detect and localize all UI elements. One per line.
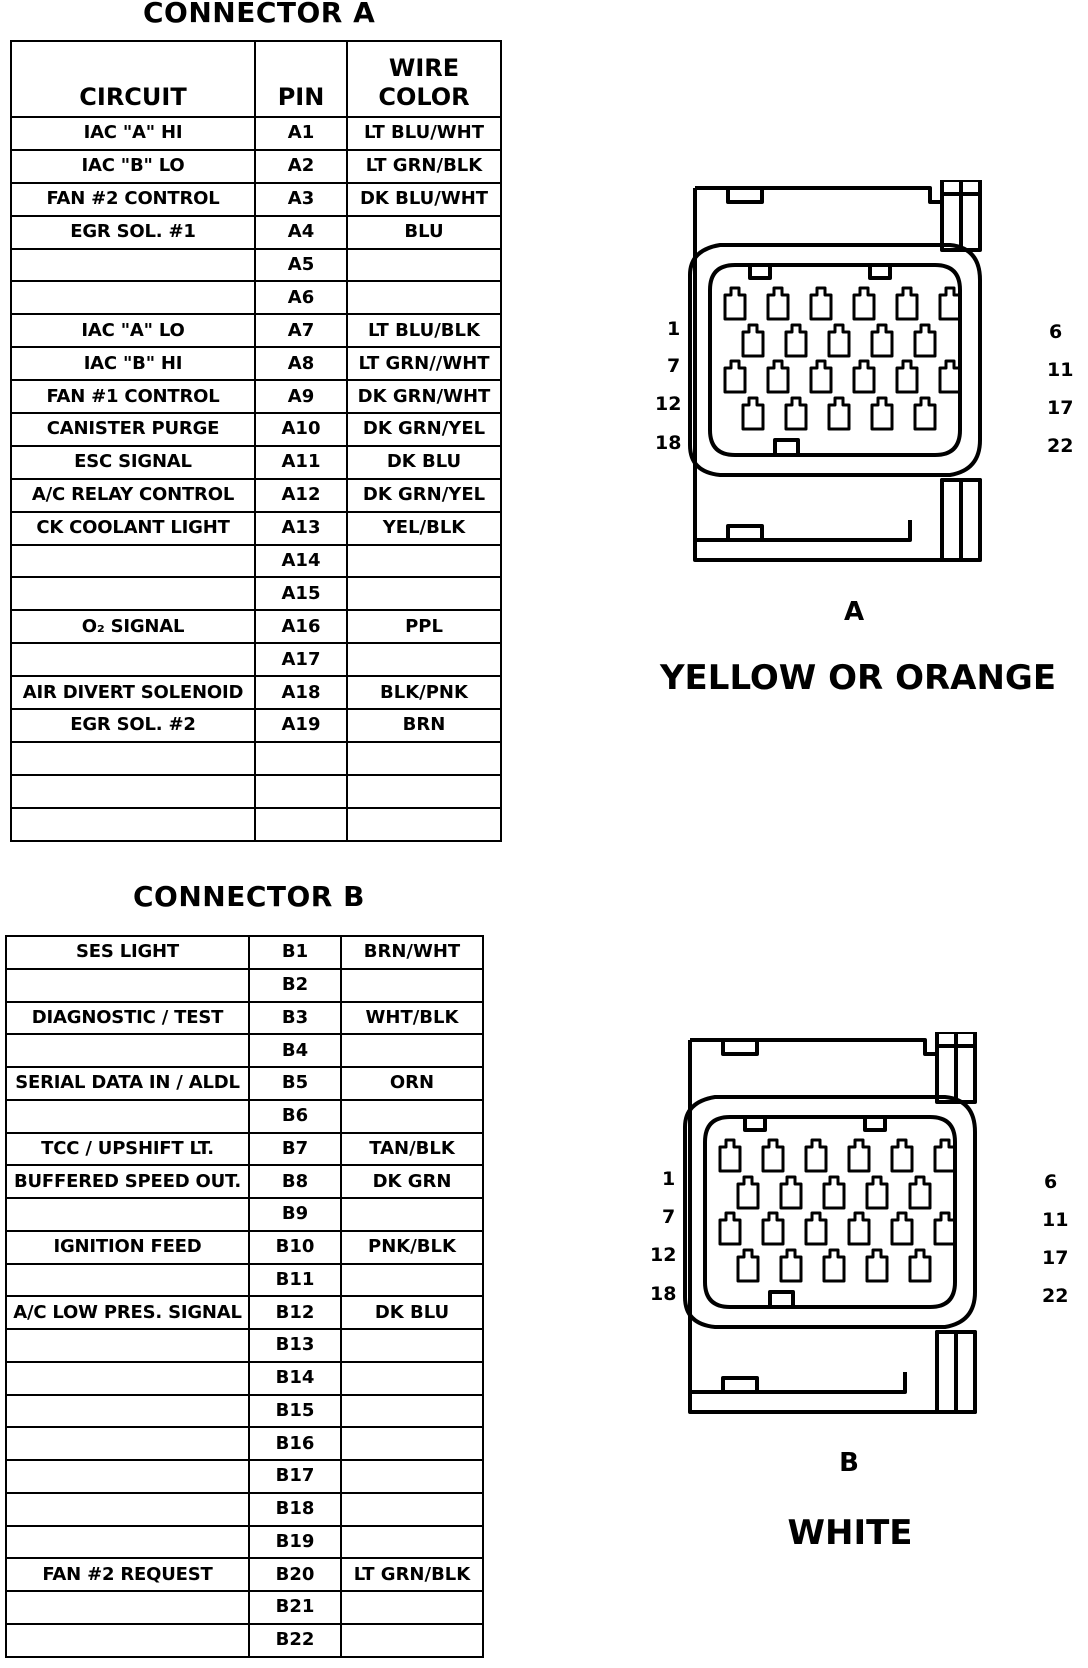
connector-a-terminal bbox=[786, 325, 806, 356]
table-row bbox=[6, 1526, 483, 1559]
connector-b-terminal bbox=[738, 1177, 758, 1208]
wire-color-cell: TAN/BLK bbox=[341, 1133, 483, 1166]
table-row bbox=[6, 1034, 483, 1067]
circuit-cell bbox=[6, 1329, 249, 1362]
wire-header-line1: WIRE bbox=[388, 54, 460, 83]
wire-color-cell bbox=[341, 1624, 483, 1657]
table-row bbox=[6, 1264, 483, 1297]
circuit-cell: ESC SIGNAL bbox=[11, 446, 255, 479]
connector-b-terminal bbox=[849, 1140, 869, 1171]
pin-cell: A14 bbox=[255, 545, 347, 578]
wire-color-cell bbox=[347, 643, 501, 676]
table-row bbox=[6, 969, 483, 1002]
pin-cell: B20 bbox=[249, 1558, 341, 1591]
wire-color-cell: LT BLU/BLK bbox=[347, 314, 501, 347]
connector-b-pin-label-6: 6 bbox=[1044, 1171, 1058, 1193]
table-row bbox=[6, 1133, 483, 1166]
connector-a-latch-top bbox=[728, 188, 762, 202]
wire-color-cell bbox=[341, 1526, 483, 1559]
circuit-cell: FAN #2 CONTROL bbox=[11, 183, 255, 216]
pin-cell: A17 bbox=[255, 643, 347, 676]
wire-color-cell: LT GRN/BLK bbox=[341, 1558, 483, 1591]
circuit-cell bbox=[11, 281, 255, 314]
wire-color-cell: BLU bbox=[347, 216, 501, 249]
circuit-cell bbox=[6, 1395, 249, 1428]
table-row bbox=[11, 577, 501, 610]
circuit-cell: EGR SOL. #2 bbox=[11, 709, 255, 742]
circuit-cell: SERIAL DATA IN / ALDL bbox=[6, 1067, 249, 1100]
circuit-cell bbox=[6, 1526, 249, 1559]
circuit-cell: EGR SOL. #1 bbox=[11, 216, 255, 249]
circuit-cell: IAC "A" HI bbox=[11, 117, 255, 150]
table-row bbox=[11, 610, 501, 643]
connector-b-terminal bbox=[892, 1140, 912, 1171]
connector-a-pin-label-1: 1 bbox=[667, 318, 681, 340]
connector-b-terminal bbox=[910, 1177, 930, 1208]
pin-cell: B13 bbox=[249, 1329, 341, 1362]
table-row bbox=[6, 1395, 483, 1428]
connector-b-terminal bbox=[824, 1250, 844, 1281]
pin-cell: B16 bbox=[249, 1427, 341, 1460]
wire-color-cell bbox=[347, 281, 501, 314]
table-row bbox=[6, 936, 483, 969]
table-row bbox=[6, 1591, 483, 1624]
connector-a-terminal bbox=[768, 361, 788, 392]
table-row bbox=[6, 1460, 483, 1493]
wire-color-cell bbox=[347, 808, 501, 841]
circuit-cell bbox=[6, 1624, 249, 1657]
connector-a-terminal bbox=[829, 398, 849, 429]
pin-cell: A11 bbox=[255, 446, 347, 479]
circuit-cell bbox=[6, 969, 249, 1002]
pin-cell: B3 bbox=[249, 1002, 341, 1035]
connector-b-terminal bbox=[867, 1177, 887, 1208]
circuit-cell bbox=[11, 742, 255, 775]
pin-cell: B12 bbox=[249, 1296, 341, 1329]
pin-cell: A13 bbox=[255, 512, 347, 545]
pin-cell bbox=[255, 808, 347, 841]
table-row bbox=[6, 1002, 483, 1035]
connector-b-terminal bbox=[806, 1140, 826, 1171]
pin-cell: B17 bbox=[249, 1460, 341, 1493]
circuit-cell: CK COOLANT LIGHT bbox=[11, 512, 255, 545]
wire-color-cell bbox=[347, 775, 501, 808]
connector-a-terminal bbox=[872, 398, 892, 429]
connector-b-pin-label-12: 12 bbox=[650, 1244, 677, 1266]
pin-cell: B8 bbox=[249, 1165, 341, 1198]
connector-b-latch-bottom bbox=[723, 1378, 757, 1392]
table-row bbox=[11, 446, 501, 479]
connector-b-terminal bbox=[910, 1250, 930, 1281]
circuit-cell bbox=[6, 1264, 249, 1297]
pin-cell: B10 bbox=[249, 1231, 341, 1264]
table-row bbox=[11, 281, 501, 314]
circuit-cell bbox=[11, 775, 255, 808]
table-row bbox=[6, 1100, 483, 1133]
circuit-cell: O₂ SIGNAL bbox=[11, 610, 255, 643]
circuit-cell bbox=[11, 808, 255, 841]
pin-cell: B15 bbox=[249, 1395, 341, 1428]
wire-color-cell bbox=[341, 1100, 483, 1133]
circuit-cell: SES LIGHT bbox=[6, 936, 249, 969]
wire-color-cell bbox=[347, 742, 501, 775]
pin-cell: A19 bbox=[255, 709, 347, 742]
circuit-cell: IAC "A" LO bbox=[11, 314, 255, 347]
connector-b-pin-label-18: 18 bbox=[650, 1283, 677, 1305]
pin-cell: A2 bbox=[255, 150, 347, 183]
wire-header-line2: COLOR bbox=[378, 83, 470, 112]
connector-a-latch-bottom bbox=[728, 526, 762, 540]
table-row bbox=[11, 676, 501, 709]
pin-cell: A7 bbox=[255, 314, 347, 347]
wire-color-cell: DK GRN/YEL bbox=[347, 479, 501, 512]
connector-a-pin-label-6: 6 bbox=[1049, 321, 1063, 343]
circuit-cell bbox=[11, 545, 255, 578]
connector-b-pin-label-7: 7 bbox=[662, 1206, 676, 1228]
table-row bbox=[11, 150, 501, 183]
circuit-cell: FAN #2 REQUEST bbox=[6, 1558, 249, 1591]
connector-b-table bbox=[5, 935, 484, 1658]
connector-a-pin-label-18: 18 bbox=[655, 432, 682, 454]
circuit-header: CIRCUIT bbox=[11, 41, 255, 117]
wire-color-cell bbox=[341, 1329, 483, 1362]
connector-a-terminal bbox=[725, 288, 745, 319]
pin-cell: B21 bbox=[249, 1591, 341, 1624]
table-row bbox=[6, 1329, 483, 1362]
connector-b-letter: B bbox=[839, 1448, 859, 1478]
connector-a-terminal bbox=[915, 398, 935, 429]
table-row bbox=[6, 1427, 483, 1460]
pin-cell: B18 bbox=[249, 1493, 341, 1526]
wire-color-cell bbox=[341, 1198, 483, 1231]
circuit-cell bbox=[11, 249, 255, 282]
table-row bbox=[11, 117, 501, 150]
wire-color-cell: DK GRN/YEL bbox=[347, 413, 501, 446]
circuit-cell: IGNITION FEED bbox=[6, 1231, 249, 1264]
pin-cell bbox=[255, 742, 347, 775]
connector-b-cavity bbox=[705, 1117, 955, 1307]
connector-a-table bbox=[10, 40, 502, 842]
connector-a-pin-label-17: 17 bbox=[1047, 397, 1074, 419]
table-row bbox=[11, 479, 501, 512]
connector-a-pin-label-7: 7 bbox=[667, 355, 681, 377]
pin-cell: B6 bbox=[249, 1100, 341, 1133]
connector-b-terminal bbox=[720, 1140, 740, 1171]
circuit-cell: DIAGNOSTIC / TEST bbox=[6, 1002, 249, 1035]
wire-color-cell bbox=[341, 1395, 483, 1428]
connector-a-cavity bbox=[710, 265, 960, 455]
pin-cell: A3 bbox=[255, 183, 347, 216]
circuit-cell bbox=[6, 1460, 249, 1493]
table-row bbox=[11, 545, 501, 578]
pin-cell: B4 bbox=[249, 1034, 341, 1067]
pin-cell: B5 bbox=[249, 1067, 341, 1100]
connector-a-terminal bbox=[854, 288, 874, 319]
circuit-cell: A/C LOW PRES. SIGNAL bbox=[6, 1296, 249, 1329]
connector-b-outer-frame bbox=[690, 1032, 975, 1412]
circuit-cell bbox=[6, 1362, 249, 1395]
connector-b-housing bbox=[685, 1032, 975, 1412]
table-row bbox=[6, 1362, 483, 1395]
connector-b-terminal bbox=[935, 1140, 955, 1171]
connector-a-housing bbox=[690, 180, 980, 560]
circuit-cell: CANISTER PURGE bbox=[11, 413, 255, 446]
circuit-cell: IAC "B" HI bbox=[11, 347, 255, 380]
wire-color-cell: ORN bbox=[341, 1067, 483, 1100]
circuit-cell bbox=[6, 1591, 249, 1624]
table-row bbox=[6, 1296, 483, 1329]
wire-color-cell: BRN/WHT bbox=[341, 936, 483, 969]
circuit-cell bbox=[6, 1493, 249, 1526]
connector-b-terminal bbox=[738, 1250, 758, 1281]
wire-color-cell: DK BLU/WHT bbox=[347, 183, 501, 216]
wire-color-cell: LT GRN//WHT bbox=[347, 347, 501, 380]
table-row bbox=[11, 347, 501, 380]
connector-b-terminal bbox=[763, 1140, 783, 1171]
pin-cell: B19 bbox=[249, 1526, 341, 1559]
circuit-cell: IAC "B" LO bbox=[11, 150, 255, 183]
circuit-cell: AIR DIVERT SOLENOID bbox=[11, 676, 255, 709]
pin-cell: B2 bbox=[249, 969, 341, 1002]
wire-color-cell: PNK/BLK bbox=[341, 1231, 483, 1264]
connector-a-terminal bbox=[915, 325, 935, 356]
connector-a-terminal bbox=[725, 361, 745, 392]
pin-cell: B11 bbox=[249, 1264, 341, 1297]
pin-cell: B22 bbox=[249, 1624, 341, 1657]
table-row bbox=[11, 380, 501, 413]
pin-header: PIN bbox=[255, 41, 347, 117]
table-row bbox=[11, 742, 501, 775]
connector-a-title: CONNECTOR A bbox=[143, 0, 376, 29]
connector-a-pin-label-12: 12 bbox=[655, 393, 682, 415]
table-row bbox=[11, 249, 501, 282]
connector-b-terminal bbox=[781, 1250, 801, 1281]
circuit-cell: BUFFERED SPEED OUT. bbox=[6, 1165, 249, 1198]
pin-cell: B1 bbox=[249, 936, 341, 969]
connector-b-terminal bbox=[763, 1213, 783, 1244]
connector-b-terminal bbox=[781, 1177, 801, 1208]
table-row bbox=[11, 314, 501, 347]
circuit-cell bbox=[11, 643, 255, 676]
table-row bbox=[6, 1624, 483, 1657]
table-row bbox=[11, 413, 501, 446]
connector-b-color-caption: WHITE bbox=[787, 1513, 913, 1553]
wire-color-cell: WHT/BLK bbox=[341, 1002, 483, 1035]
connector-b-pin-label-11: 11 bbox=[1042, 1209, 1069, 1231]
circuit-cell bbox=[6, 1100, 249, 1133]
connector-a-terminal bbox=[811, 288, 831, 319]
pin-cell: A4 bbox=[255, 216, 347, 249]
connector-b-pin-label-22: 22 bbox=[1042, 1285, 1069, 1307]
wire-color-cell: BLK/PNK bbox=[347, 676, 501, 709]
connector-b-bottom-key bbox=[770, 1292, 793, 1307]
connector-a-pin-label-11: 11 bbox=[1047, 359, 1074, 381]
wire-color-cell: DK GRN bbox=[341, 1165, 483, 1198]
connector-b-pin-label-17: 17 bbox=[1042, 1247, 1069, 1269]
connector-b-terminal bbox=[849, 1213, 869, 1244]
connector-a-terminal bbox=[854, 361, 874, 392]
pin-cell: A12 bbox=[255, 479, 347, 512]
connector-a-terminal bbox=[897, 288, 917, 319]
connector-b-pin-label-1: 1 bbox=[662, 1168, 676, 1190]
connector-b-terminal bbox=[806, 1213, 826, 1244]
table-row bbox=[11, 216, 501, 249]
pin-cell: A6 bbox=[255, 281, 347, 314]
table-row bbox=[6, 1165, 483, 1198]
wire-color-cell bbox=[341, 1362, 483, 1395]
connector-a-terminal bbox=[940, 288, 960, 319]
connector-b-terminal bbox=[892, 1213, 912, 1244]
circuit-cell: TCC / UPSHIFT LT. bbox=[6, 1133, 249, 1166]
connector-a-terminal bbox=[786, 398, 806, 429]
connector-a-terminal bbox=[743, 398, 763, 429]
wire-color-cell: DK BLU bbox=[347, 446, 501, 479]
connector-a-terminal bbox=[811, 361, 831, 392]
connector-b-terminal bbox=[935, 1213, 955, 1244]
wire-color-header bbox=[347, 41, 501, 117]
wire-color-cell: LT GRN/BLK bbox=[347, 150, 501, 183]
connector-b-title: CONNECTOR B bbox=[133, 880, 365, 913]
circuit-cell bbox=[11, 577, 255, 610]
connector-a-terminal bbox=[743, 325, 763, 356]
connector-a-pin-label-22: 22 bbox=[1047, 435, 1074, 457]
connector-b-terminal bbox=[867, 1250, 887, 1281]
pin-cell: A15 bbox=[255, 577, 347, 610]
wire-color-cell: LT BLU/WHT bbox=[347, 117, 501, 150]
table-row bbox=[11, 512, 501, 545]
wire-color-cell bbox=[341, 1264, 483, 1297]
pin-cell bbox=[255, 775, 347, 808]
wire-color-cell bbox=[347, 577, 501, 610]
table-row bbox=[6, 1198, 483, 1231]
connector-a-bottom-key bbox=[775, 440, 798, 455]
connector-a-terminal bbox=[897, 361, 917, 392]
wire-color-cell bbox=[341, 969, 483, 1002]
connector-b-latch-top bbox=[723, 1040, 757, 1054]
pin-cell: A1 bbox=[255, 117, 347, 150]
pin-cell: A16 bbox=[255, 610, 347, 643]
connector-a-terminal bbox=[940, 361, 960, 392]
circuit-cell bbox=[6, 1198, 249, 1231]
pin-cell: A18 bbox=[255, 676, 347, 709]
pin-cell: A9 bbox=[255, 380, 347, 413]
connector-a-color-caption: YELLOW OR ORANGE bbox=[659, 658, 1057, 698]
pin-cell: A8 bbox=[255, 347, 347, 380]
wire-color-cell bbox=[347, 249, 501, 282]
circuit-cell bbox=[6, 1427, 249, 1460]
wire-color-cell: BRN bbox=[347, 709, 501, 742]
wire-color-cell bbox=[347, 545, 501, 578]
table-row bbox=[6, 1067, 483, 1100]
connector-a-header-row bbox=[11, 41, 501, 117]
circuit-cell: A/C RELAY CONTROL bbox=[11, 479, 255, 512]
wire-color-cell bbox=[341, 1034, 483, 1067]
wire-color-cell: PPL bbox=[347, 610, 501, 643]
table-row bbox=[11, 709, 501, 742]
pin-cell: B14 bbox=[249, 1362, 341, 1395]
wire-color-cell: YEL/BLK bbox=[347, 512, 501, 545]
circuit-cell bbox=[6, 1034, 249, 1067]
connector-a-terminal bbox=[829, 325, 849, 356]
circuit-cell: FAN #1 CONTROL bbox=[11, 380, 255, 413]
table-row bbox=[6, 1558, 483, 1591]
pin-cell: A5 bbox=[255, 249, 347, 282]
table-row bbox=[6, 1231, 483, 1264]
wire-color-cell bbox=[341, 1591, 483, 1624]
connector-b-terminal bbox=[824, 1177, 844, 1208]
table-row bbox=[11, 808, 501, 841]
pin-cell: A10 bbox=[255, 413, 347, 446]
connector-a-terminal bbox=[768, 288, 788, 319]
table-row bbox=[11, 183, 501, 216]
wire-color-cell bbox=[341, 1460, 483, 1493]
wire-color-cell bbox=[341, 1427, 483, 1460]
pin-cell: B7 bbox=[249, 1133, 341, 1166]
wire-color-cell bbox=[341, 1493, 483, 1526]
wire-color-cell: DK BLU bbox=[341, 1296, 483, 1329]
connector-a-terminal bbox=[872, 325, 892, 356]
pin-cell: B9 bbox=[249, 1198, 341, 1231]
table-row bbox=[6, 1493, 483, 1526]
connector-a-letter: A bbox=[843, 597, 865, 627]
table-row bbox=[11, 643, 501, 676]
table-row bbox=[11, 775, 501, 808]
wire-color-cell: DK GRN/WHT bbox=[347, 380, 501, 413]
connector-a-outer-frame bbox=[695, 180, 980, 560]
connector-b-terminal bbox=[720, 1213, 740, 1244]
